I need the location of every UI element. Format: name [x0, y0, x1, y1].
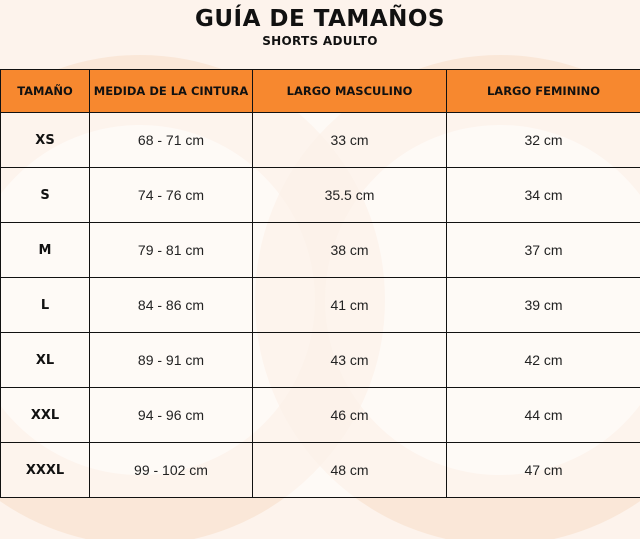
male-length-cell: 33 cm — [253, 113, 447, 168]
male-length-cell: 41 cm — [253, 278, 447, 333]
size-cell: XS — [1, 113, 90, 168]
waist-cell: 94 - 96 cm — [90, 388, 253, 443]
table-row — [1, 278, 640, 333]
page-subtitle: SHORTS ADULTO — [262, 34, 378, 48]
size-cell: XL — [1, 333, 90, 388]
size-cell: L — [1, 278, 90, 333]
female-length-cell: 34 cm — [447, 168, 640, 223]
female-length-cell: 32 cm — [447, 113, 640, 168]
size-table — [0, 69, 640, 498]
table-row — [1, 388, 640, 443]
female-length-cell: 39 cm — [447, 278, 640, 333]
male-length-cell: 43 cm — [253, 333, 447, 388]
header-male-length: LARGO MASCULINO — [253, 70, 447, 113]
waist-cell: 89 - 91 cm — [90, 333, 253, 388]
size-cell: XXL — [1, 388, 90, 443]
table-row — [1, 113, 640, 168]
waist-cell: 99 - 102 cm — [90, 443, 253, 498]
male-length-cell: 48 cm — [253, 443, 447, 498]
female-length-cell: 42 cm — [447, 333, 640, 388]
female-length-cell: 44 cm — [447, 388, 640, 443]
female-length-cell: 37 cm — [447, 223, 640, 278]
female-length-cell: 47 cm — [447, 443, 640, 498]
header-waist: MEDIDA DE LA CINTURA — [90, 70, 253, 113]
waist-cell: 79 - 81 cm — [90, 223, 253, 278]
header-size: TAMAÑO — [1, 70, 90, 113]
header-female-length: LARGO FEMININO — [447, 70, 640, 113]
waist-cell: 84 - 86 cm — [90, 278, 253, 333]
table-row — [1, 443, 640, 498]
table-row — [1, 333, 640, 388]
table-header-row — [1, 70, 640, 113]
male-length-cell: 38 cm — [253, 223, 447, 278]
size-cell: S — [1, 168, 90, 223]
male-length-cell: 46 cm — [253, 388, 447, 443]
size-cell: M — [1, 223, 90, 278]
waist-cell: 68 - 71 cm — [90, 113, 253, 168]
page-title: GUÍA DE TAMAÑOS — [195, 6, 445, 32]
table-row — [1, 168, 640, 223]
male-length-cell: 35.5 cm — [253, 168, 447, 223]
table-row — [1, 223, 640, 278]
waist-cell: 74 - 76 cm — [90, 168, 253, 223]
size-cell: XXXL — [1, 443, 90, 498]
